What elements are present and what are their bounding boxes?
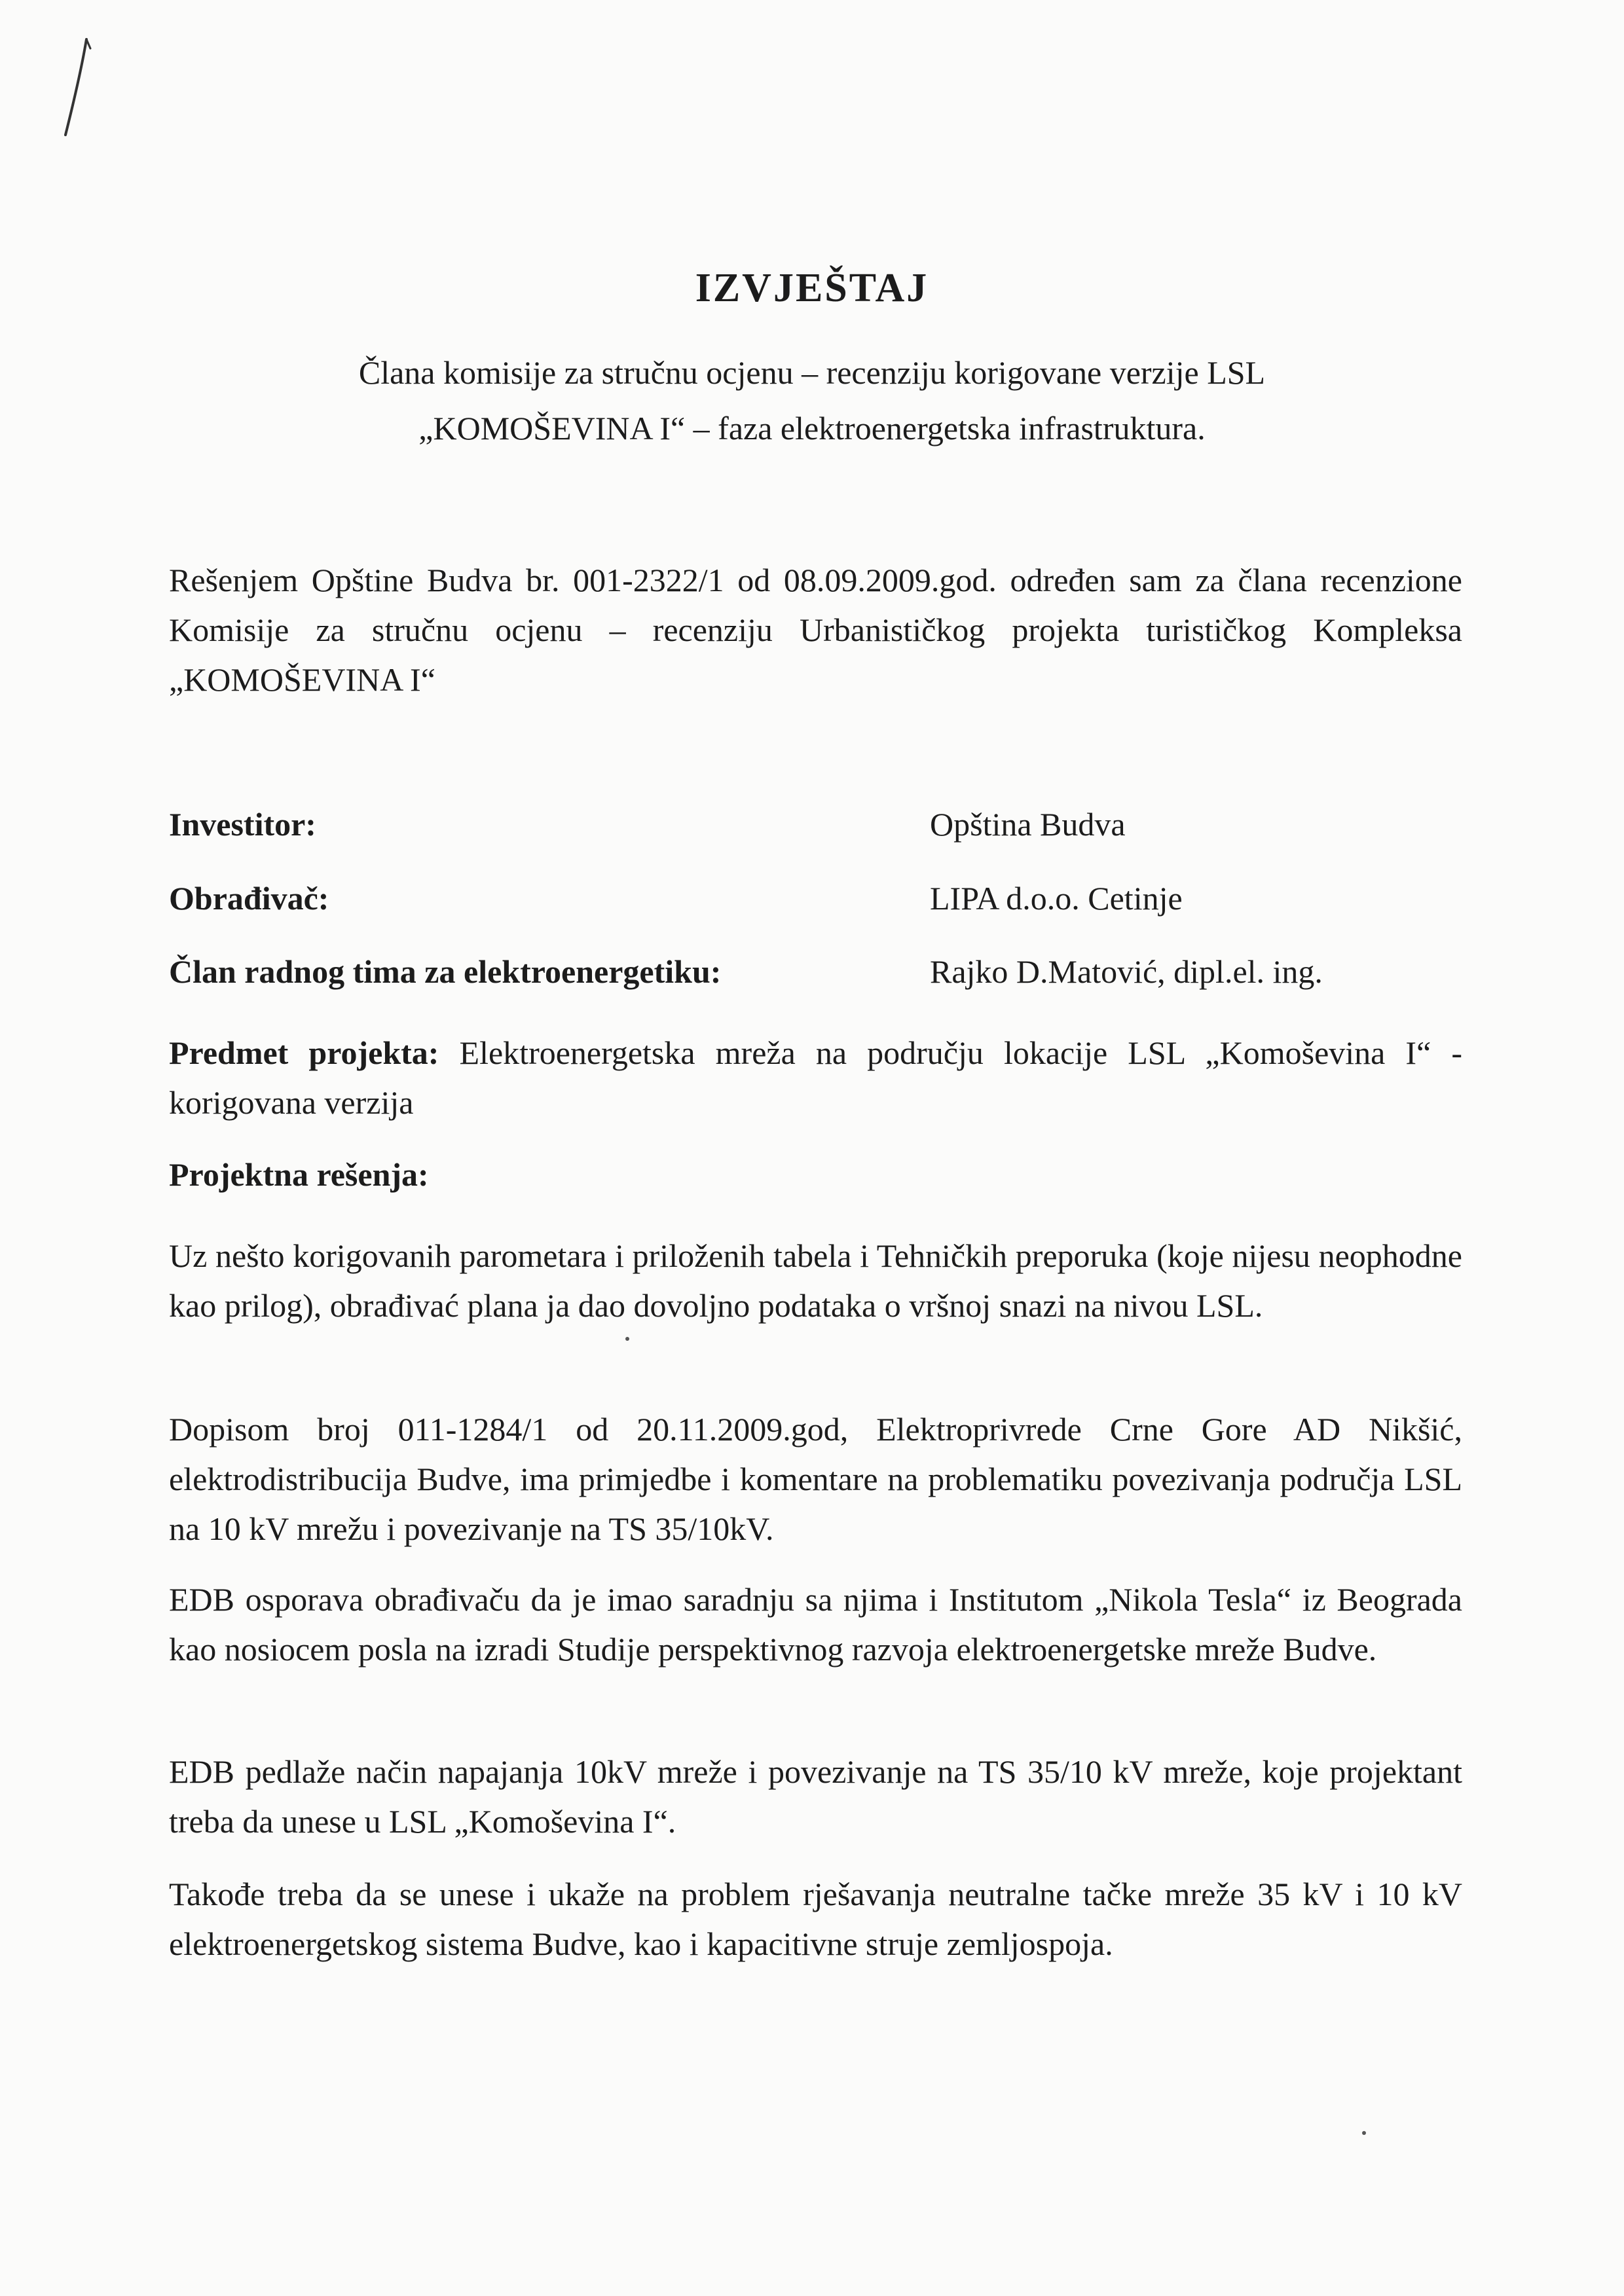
scan-speck (1362, 2131, 1366, 2135)
field-row-clan-tima (169, 953, 1462, 998)
field-row-obradjivac (169, 879, 1462, 925)
paragraph: Uz nešto korigovanih parometara i priloženih tabela i Tehničkih preporuka (koje nijesu neophodne kao prilog), obrađivać plana ja dao dovoljno podataka o vršnoj snazi na nivou LSL. (169, 1237, 1462, 1324)
field-row-investitor (169, 805, 1462, 851)
field-label: Obrađivač: (169, 880, 329, 917)
document-title: IZVJEŠTAJ (695, 266, 929, 310)
paragraph: EDB osporava obrađivaču da je imao saradnju sa njima i Institutom „Nikola Tesla“ iz Beograda kao nosiocem posla na izradi Studije perspektivnog razvoja elektroenergetske mreže Budve. (169, 1581, 1462, 1667)
paragraph: Dopisom broj 011-1284/1 od 20.11.2009.god, Elektroprivrede Crne Gore AD Nikšić, elektrodistribucija Budve, ima primjedbe i komentare na problematiku povezivanja područja LSL na 10 kV mrežu i povezivanje na TS 35/10kV. (169, 1411, 1462, 1547)
paragraph: Takođe treba da se unese i ukaže na problem rješavanja neutralne tačke mreže 35 kV i 10 kV elektroenergetskog sistema Budve, kao i kapacitivne struje zemljospoja. (169, 1876, 1462, 1962)
pen-stroke-mark (41, 31, 100, 143)
field-value: Rajko D.Matović, dipl.el. ing. (930, 953, 1323, 990)
paragraph: EDB pedlaže način napajanja 10kV mreže i povezivanje na TS 35/10 kV mreže, koje projektant treba da unese u LSL „Komoševina I“. (169, 1753, 1462, 1840)
field-value: LIPA d.o.o. Cetinje (930, 880, 1183, 917)
subtitle-line-1: Člana komisije za stručnu ocjenu – recenziju korigovane verzije LSL (358, 354, 1266, 391)
predmet-label: Predmet projekta: (169, 1034, 439, 1071)
field-value: Opština Budva (930, 806, 1126, 843)
subtitle-line-2: „KOMOŠEVINA I“ – faza elektroenergetska infrastruktura. (418, 410, 1206, 446)
field-label: Investitor: (169, 806, 316, 843)
field-label: Član radnog tima za elektroenergetiku: (169, 953, 722, 990)
section-heading: Projektna rešenja: (169, 1156, 429, 1193)
intro-paragraph: Rešenjem Opštine Budva br. 001-2322/1 od 08.09.2009.god. određen sam za člana recenzione Komisije za stručnu ocjenu – recenziju Urbanističkog projekta turističkog Kompleksa „KOMOŠEVINA I“ (169, 562, 1462, 698)
predmet-text: Elektroenergetska mreža na području lokacije LSL „Komoševina I“ - korigovana verzija (169, 1034, 1463, 1121)
predmet-projekta (169, 1028, 1462, 1127)
scan-speck (625, 1337, 629, 1341)
